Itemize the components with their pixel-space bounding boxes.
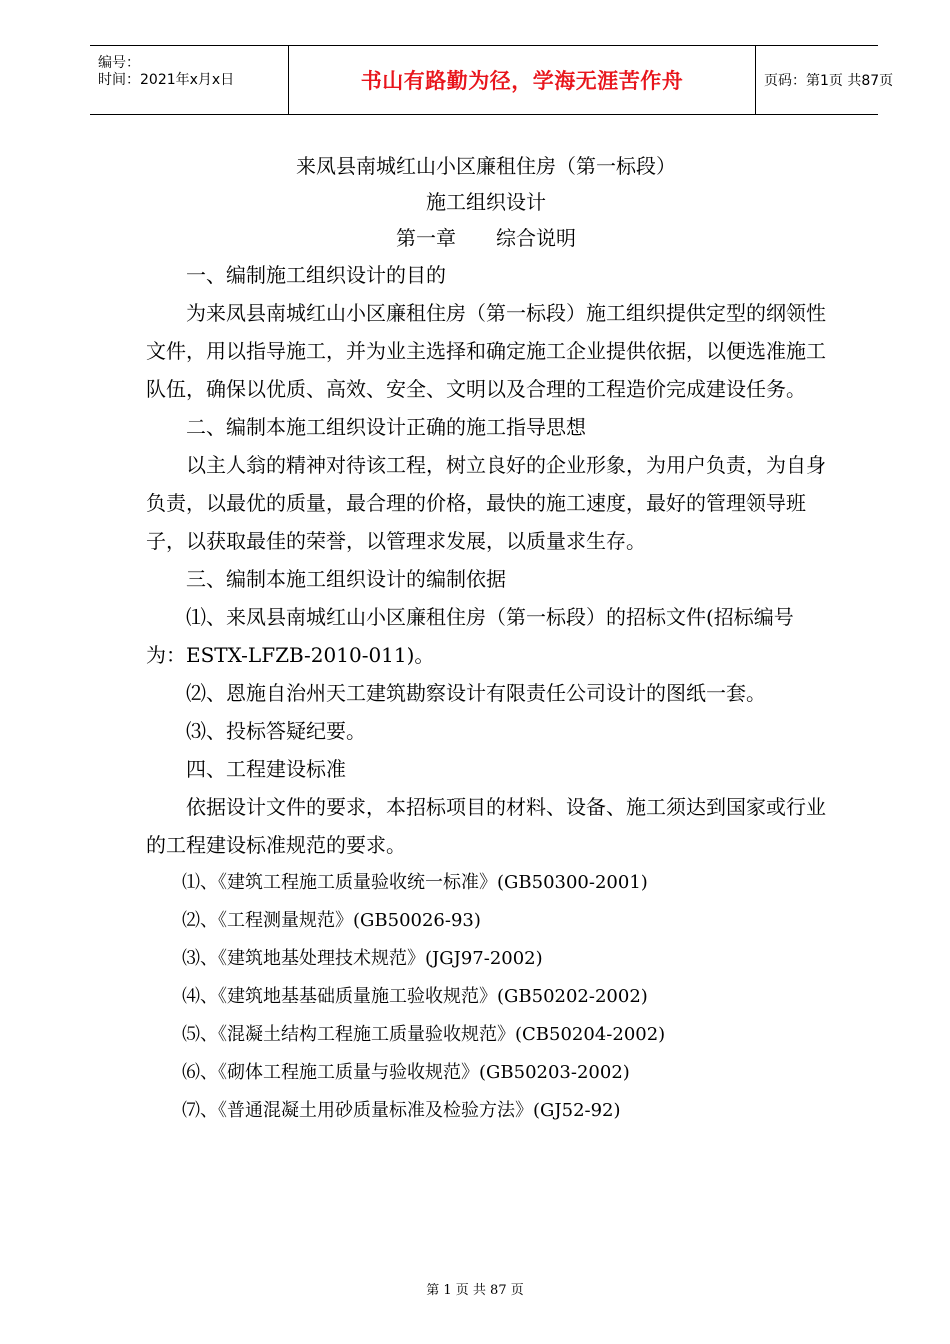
document-number-label: 编号： [98, 55, 140, 71]
standard-item: ⑴、《建筑工程施工质量验收统一标准》(GB50300-2001) [182, 872, 648, 893]
basis-item: ⑴、来凤县南城红山小区廉租住房（第一标段）的招标文件(招标编号为：ESTX-LFZB-2010-011)。 [146, 605, 794, 667]
document-subtitle: 施工组织设计 [426, 190, 546, 214]
section-heading: 二、编制本施工组织设计正确的施工指导思想 [186, 415, 586, 439]
standard-item: ⑶、《建筑地基处理技术规范》(JGJ97-2002) [182, 948, 543, 969]
section-paragraph: 依据设计文件的要求，本招标项目的材料、设备、施工须达到国家或行业的工程建设标准规范的要求。 [146, 795, 826, 857]
standard-item: ⑷、《建筑地基基础质量施工验收规范》(GB50202-2002) [182, 986, 648, 1007]
document-title: 来凤县南城红山小区廉租住房（第一标段） [296, 154, 676, 178]
section-heading: 一、编制施工组织设计的目的 [186, 263, 446, 287]
basis-item: ⑵、恩施自治州天工建筑勘察设计有限责任公司设计的图纸一套。 [186, 681, 766, 705]
standard-item: ⑵、《工程测量规范》(GB50026-93) [182, 910, 481, 931]
document-body [146, 148, 826, 1130]
page-footer: 第 1 页 共 87 页 [426, 1283, 524, 1298]
document-header [90, 45, 894, 115]
section-heading: 四、工程建设标准 [186, 757, 346, 781]
basis-item: ⑶、投标答疑纪要。 [186, 719, 366, 743]
header-motto: 书山有路勤为径，学海无涯苦作舟 [288, 46, 756, 114]
section-paragraph: 为来凤县南城红山小区廉租住房（第一标段）施工组织提供定型的纲领性文件，用以指导施工，并为业主选择和确定施工企业提供依据，以便选准施工队伍，确保以优质、高效、安全、文明以及合理的工程造价完成建设任务。 [146, 301, 826, 401]
section-heading: 三、编制本施工组织设计的编制依据 [186, 567, 506, 591]
standard-item: ⑺、《普通混凝土用砂质量标准及检验方法》(GJ52-92) [182, 1100, 621, 1121]
standard-item: ⑸、《混凝土结构工程施工质量验收规范》(CB50204-2002) [182, 1024, 666, 1045]
chapter-heading: 第一章 综合说明 [396, 226, 576, 250]
section-paragraph: 以主人翁的精神对待该工程，树立良好的企业形象，为用户负责，为自身负责，以最优的质量，最合理的价格，最快的施工速度，最好的管理领导班子，以获取最佳的荣誉，以管理求发展，以质量求生存。 [146, 453, 826, 553]
document-time-label: 时间：2021年x月x日 [98, 72, 235, 88]
header-page-info: 页码：第1页 共87页 [764, 73, 894, 89]
header-meta [90, 46, 288, 114]
standard-item: ⑹、《砌体工程施工质量与验收规范》(GB50203-2002) [182, 1062, 630, 1083]
